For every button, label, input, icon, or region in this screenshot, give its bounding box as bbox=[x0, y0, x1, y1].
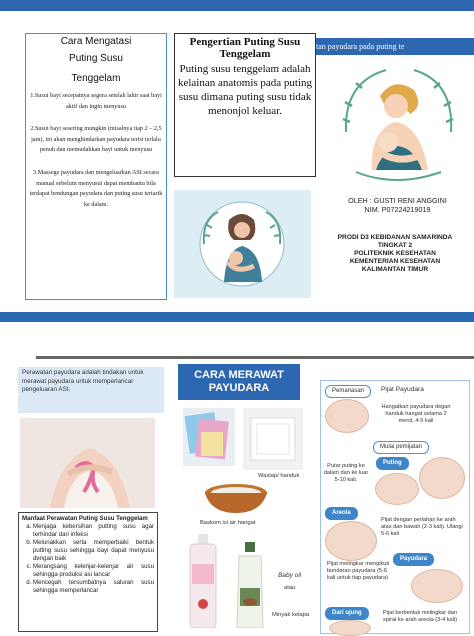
panel-cara-mengatasi bbox=[25, 33, 167, 300]
step-image-areola bbox=[325, 521, 377, 561]
coconut-oil-bottle-icon bbox=[231, 542, 269, 628]
step-image-payudara bbox=[411, 569, 463, 603]
brochure-inner-page bbox=[0, 342, 474, 632]
step-text-1: Hangatkan payudara degan handuk hangat selama 2 menit, 4-5 kali bbox=[381, 404, 451, 424]
step-image-puting-2 bbox=[375, 473, 419, 505]
step-image-1 bbox=[325, 399, 369, 433]
step-tag-puting: Puting bbox=[376, 457, 409, 470]
cara-title-2: PAYUDARA bbox=[208, 382, 270, 394]
prodi-line-4: KEMENTERIAN KESEHATAN bbox=[349, 258, 441, 265]
step-image-puting bbox=[419, 457, 465, 499]
cara-title-1: CARA MERAWAT bbox=[194, 369, 284, 381]
bottom-strip bbox=[0, 312, 474, 322]
intro-text: Perawatan payudara adalah tindakan untuk merawat payudara untuk memperlancar pengeluaran ASI. bbox=[22, 369, 144, 393]
towel-photo-2 bbox=[243, 408, 303, 470]
step-tag-payudara: Payudara bbox=[393, 553, 434, 566]
pink-ribbon-icon bbox=[20, 418, 155, 508]
step-tag-mulai: Mulai pemijatan bbox=[373, 441, 429, 454]
step-text-payudara: Pijat melingkar mengikuti bundaran payudara (5-6 kali untuk tiap payudara) bbox=[327, 561, 390, 581]
step-text-areola: Pijat dengan perlahan ke arah atas dan bawah (2-3 kali). Ulangi 5-6 kali bbox=[381, 517, 463, 537]
cover-author: OLEH : GUSTI RENI ANGGINI bbox=[348, 196, 447, 205]
towel-photo-1 bbox=[183, 408, 235, 466]
step-image-dari-ujung bbox=[329, 620, 371, 636]
basin-label: Baskom isi air hangat bbox=[200, 520, 256, 526]
babyoil-label: Baby oil bbox=[278, 572, 302, 579]
manfaat-item-b: b. Melunakkan serta memperbaiki bentuk putting susu sehingga bayi dapat menyusu dengan baik bbox=[33, 539, 154, 563]
mother-baby-icon bbox=[174, 190, 311, 298]
step-text-puting: Putar puting ke dalam dan ke luar 5-10 kali. bbox=[323, 463, 369, 483]
white-towel-icon bbox=[243, 408, 303, 470]
step-tag-dari-ujung: Dari ujung bbox=[325, 607, 369, 620]
coconut-label: Minyak kelapa bbox=[272, 612, 310, 618]
top-strip bbox=[0, 0, 474, 11]
breastfeeding-icon bbox=[336, 62, 461, 190]
panel1-item-2: 2.Susui bayi sesering mungkin (misalnya tiap 2 – 2,5 jam), ini akan menghindarkan payudara terisi terlalu penuh dan memudahkan bayi untuk menyusu bbox=[30, 125, 162, 154]
breastfeeding-illustration bbox=[336, 62, 461, 190]
manfaat-item-d: d. Mencegah tersumbatnya saluran susu sehingga memperlancar bbox=[33, 579, 154, 595]
towel-label: Waslap/ handuk bbox=[258, 473, 300, 479]
baby-oil-bottle-icon bbox=[186, 534, 220, 628]
manfaat-list bbox=[22, 523, 154, 595]
pijat-header: Pijat Payudara bbox=[381, 386, 424, 393]
panel2-title: Pengertian Puting Susu Tenggelam bbox=[189, 36, 301, 60]
cover-author-block bbox=[330, 196, 465, 214]
step-tag-areola: Areola bbox=[325, 507, 358, 520]
prodi-line-5: KALIMANTAN TIMUR bbox=[361, 266, 429, 273]
step-tag-pemanasan: Pemanasan bbox=[325, 385, 371, 398]
basin-icon bbox=[203, 483, 269, 515]
cover-title-bar bbox=[316, 38, 474, 55]
manfaat-item-c: c. Merangsang kelenjar-kelenjar air susu sehingga produksi asi lancar bbox=[33, 563, 154, 579]
cover-institution bbox=[316, 234, 474, 274]
cara-merawat-header bbox=[178, 364, 300, 400]
atau-label: atau bbox=[284, 585, 296, 591]
intro-box bbox=[18, 367, 164, 413]
towel-icon bbox=[183, 408, 235, 466]
pink-ribbon-photo bbox=[20, 418, 155, 508]
panel1-item-3: 3.Massege payudara dan mengeluarkan ASI secara manual sebelum menyusui dapat membantu bila terdapat bendungan payudara dan puting susu tertarik ke dalam. bbox=[29, 168, 163, 208]
basin-photo bbox=[203, 483, 269, 515]
panel2-body: Puting susu tenggelam adalah kelainan anatomis pada puting susu dimana puting susu tidak menonjol keluar. bbox=[177, 63, 313, 117]
panel1-title-3: Tenggelam bbox=[71, 73, 121, 84]
panel1-title-2: Puting Susu bbox=[69, 53, 123, 64]
coconut-oil-photo bbox=[231, 542, 269, 628]
panel-pengertian bbox=[174, 33, 316, 177]
prodi-line-3: POLITEKNIK KESEHATAN bbox=[354, 250, 436, 257]
manfaat-title: Manfaat Perawatan Puting Susu Tenggelam bbox=[22, 515, 148, 522]
baby-oil-photo bbox=[186, 534, 220, 628]
manfaat-item-a: a. Menjaga kebersihan putting susu agar terhindar dari infeksi bbox=[33, 523, 154, 539]
page-divider bbox=[36, 356, 474, 359]
prodi-line-1: PRODI D3 KEBIDANAN SAMARINDA bbox=[337, 234, 453, 241]
cover-title-text: tan payudara pada puting te bbox=[316, 42, 405, 51]
prodi-line-2: TINGKAT 2 bbox=[377, 242, 413, 249]
panel1-item-1: 1.Susui bayi secepatnya segera setelah lahir saat bayi aktif dan ingin menyusu bbox=[30, 92, 162, 110]
panel1-title-1: Cara Mengatasi bbox=[60, 36, 132, 47]
step-text-dari-ujung: Pijat berbentuk melingkar dan spiral ke arah areola (3-4 kali) bbox=[383, 610, 458, 623]
pijat-steps-panel bbox=[320, 380, 470, 634]
cover-nim: NIM. P07224219019 bbox=[364, 205, 431, 214]
manfaat-box bbox=[18, 512, 158, 632]
mother-illustration-panel bbox=[174, 190, 311, 298]
